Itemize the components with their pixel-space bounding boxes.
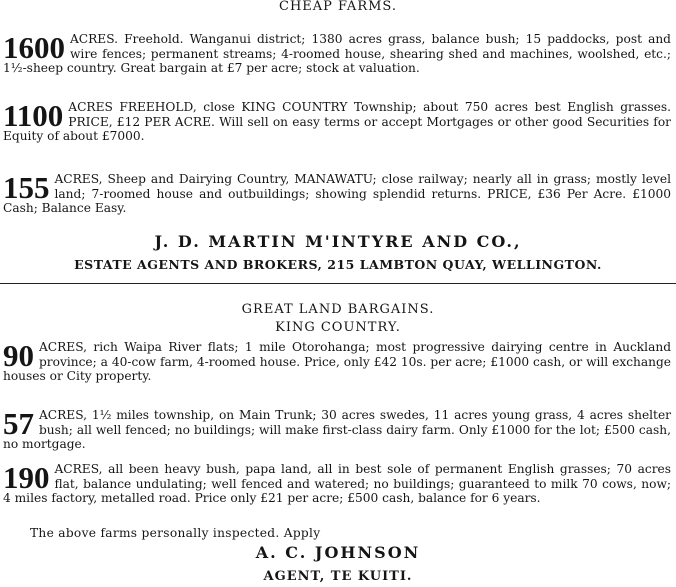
agent-location: AGENT, TE KUITI. — [263, 569, 413, 584]
acreage-number: 190 — [3, 460, 50, 495]
ad1-listing-3 — [3, 172, 671, 216]
listing-text: ACRES, Sheep and Dairying Country, MANAWATU; close railway; nearly all in grass; mostly level land; 7-roomed house and outbuildings; showing splendid returns. PRICE, £36 Per Acre. £1000 Cash; Balance Easy. — [3, 172, 671, 216]
agent-name: A. C. JOHNSON — [255, 543, 421, 562]
firm-address: ESTATE AGENTS AND BROKERS, 215 LAMBTON QUAY, WELLINGTON. — [74, 257, 602, 272]
listing-text: ACRES, 1½ miles township, on Main Trunk; 30 acres swedes, 11 acres young grass, 4 acres shelter bush; all well fenced; no buildings; will make first-class dairy farm. Only £1000 for the lot; £500 cash, no mortgage. — [3, 408, 671, 452]
ad1-listing-2 — [3, 100, 671, 144]
closing-line: The above farms personally inspected. Apply — [30, 526, 321, 540]
firm-name: J. D. MARTIN M'INTYRE AND CO., — [154, 232, 522, 251]
acreage-number: 1100 — [3, 98, 64, 133]
ad1-heading: CHEAP FARMS. — [279, 0, 397, 14]
listing-text: ACRES, rich Waipa River flats; 1 mile Otorohanga; most progressive dairying centre in Auckland province; a 40-cow farm, 4-roomed house. Price, only £42 10s. per acre; £1000 cash, or will exchange houses or City property. — [3, 340, 671, 384]
acreage-number: 90 — [3, 338, 34, 373]
ad1-listing-1 — [3, 32, 671, 76]
ad2-listing-1 — [3, 340, 671, 384]
acreage-number: 1600 — [3, 30, 65, 65]
ad2-listing-2 — [3, 408, 671, 452]
ad2-heading: GREAT LAND BARGAINS. — [241, 302, 435, 317]
listing-text: ACRES. Freehold. Wanganui district; 1380 acres grass, balance bush; 15 paddocks, post and wire fences; permanent streams; 4-roomed house, shearing shed and machines, woolshed, etc.; 1½-sheep country. Great bargain at £7 per acre; stock at valuation. — [3, 32, 671, 76]
listing-text: ACRES FREEHOLD, close KING COUNTRY Township; about 750 acres best English grasses. PRICE, £12 PER ACRE. Will sell on easy terms or accept Mortgages or other good Securities for Equity of about £7000. — [3, 100, 671, 144]
listing-text: ACRES, all been heavy bush, papa land, all in best sole of permanent English grasses; 70 acres flat, balance undulating; well fenced and watered; no buildings; guaranteed to milk 70 cows, now; 4 miles factory, metalled road. Price only £21 per acre; £500 cash, balance for 6 years. — [3, 462, 671, 506]
ad2-subheading: KING COUNTRY. — [275, 320, 401, 335]
divider-rule — [0, 283, 676, 284]
acreage-number: 57 — [3, 406, 34, 441]
acreage-number: 155 — [3, 170, 50, 205]
ad2-listing-3 — [3, 462, 671, 506]
